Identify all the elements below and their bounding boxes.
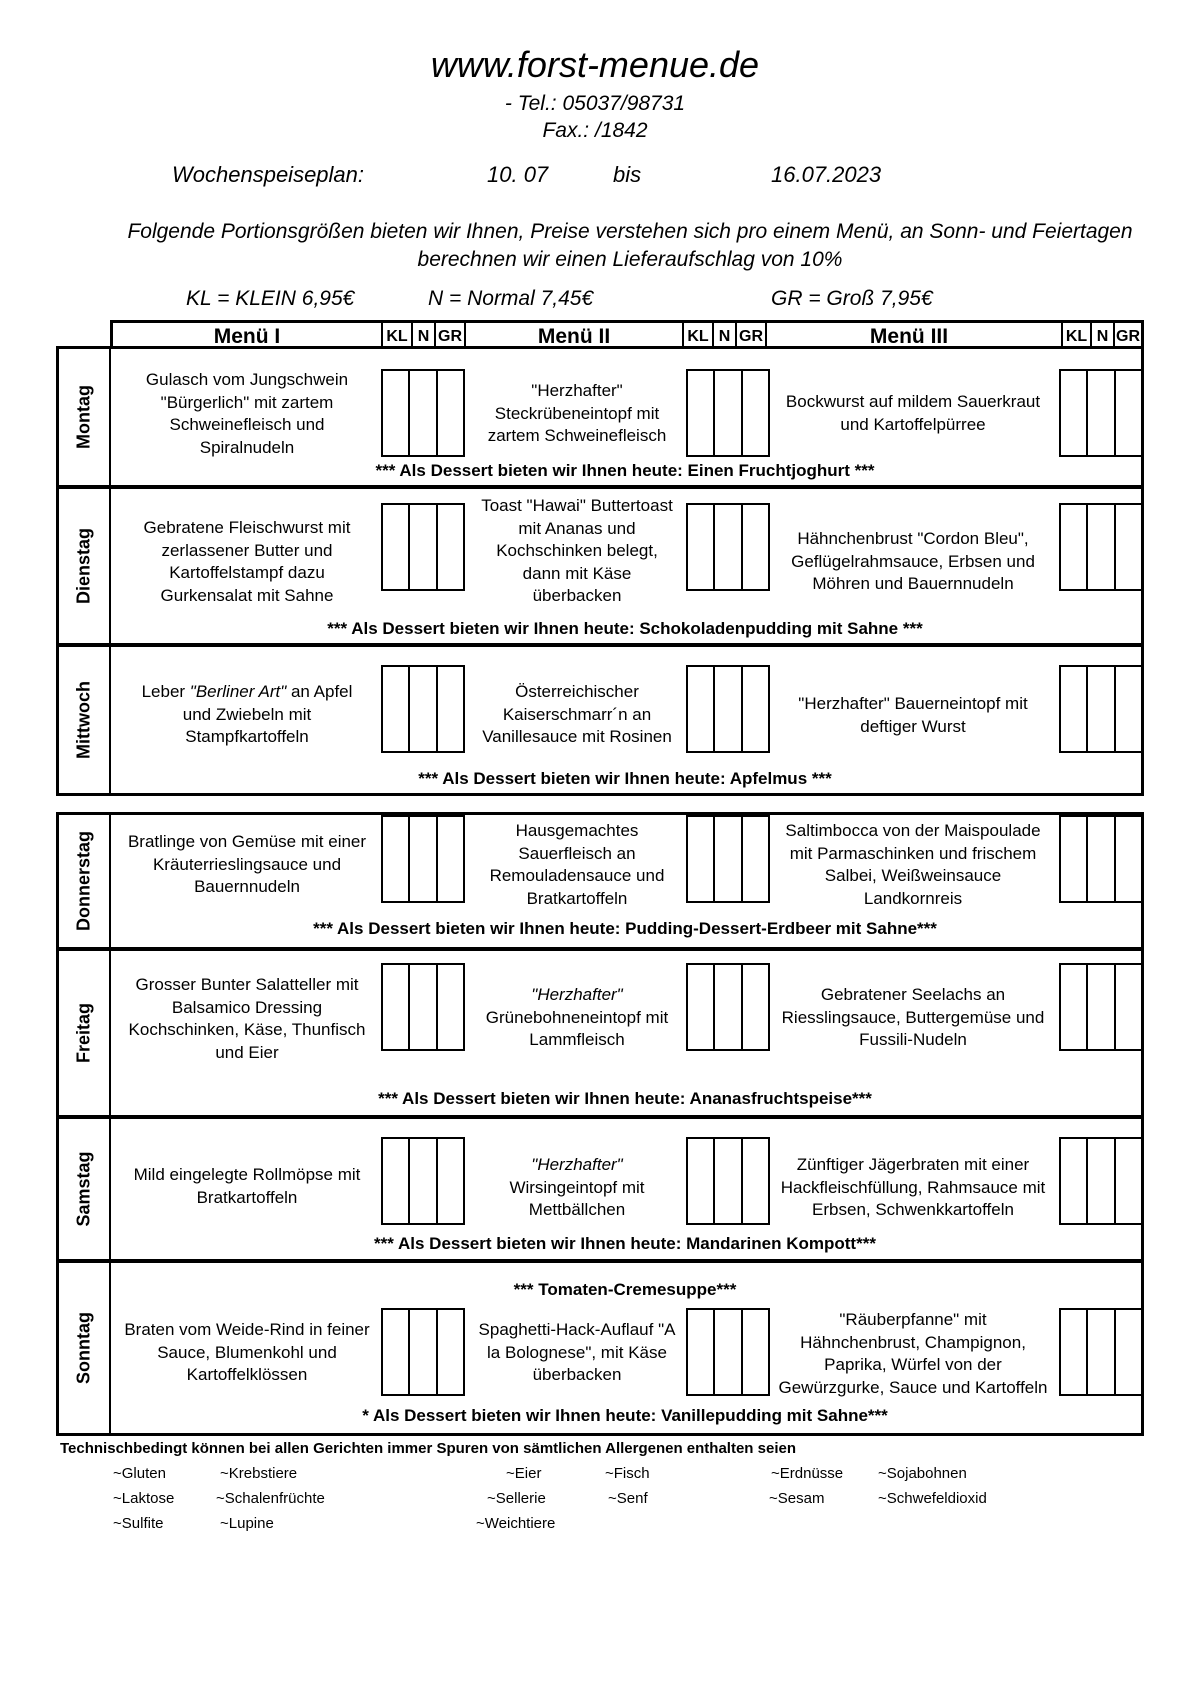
menu1-kl-header: KL xyxy=(381,323,411,348)
menu3-order-boxes[interactable] xyxy=(1059,369,1143,457)
menu2-dish: Toast "Hawai" Buttertoast mit Ananas und Kochschinken belegt, dann mit Käse überbacken xyxy=(481,496,673,605)
menu1-order-boxes[interactable] xyxy=(381,369,465,457)
menu3-n-header: N xyxy=(1090,323,1113,348)
allergen-item: ~Laktose xyxy=(113,1490,175,1507)
dessert-text: * Als Dessert bieten wir Ihnen heute: Vanillepudding mit Sahne*** xyxy=(362,1406,888,1425)
menu1-order-boxes[interactable] xyxy=(381,503,465,591)
day-label: Freitag xyxy=(59,951,111,1115)
menu1-order-boxes[interactable] xyxy=(381,1137,465,1225)
day-row-dienstag xyxy=(56,486,1144,646)
allergen-item: ~Lupine xyxy=(220,1515,274,1532)
menu3-header: Menü III xyxy=(765,323,1051,348)
menu1-dish: Gulasch vom Jungschwein "Bürgerlich" mit zartem Schweinefleisch und Spiralnudeln xyxy=(145,370,349,457)
dessert-text: *** Als Dessert bieten wir Ihnen heute: Schokoladenpudding mit Sahne *** xyxy=(327,619,923,638)
menu3-order-boxes[interactable] xyxy=(1059,665,1143,753)
menu2-dish: Österreichischer Kaiserschmarr´n an Vanillesauce mit Rosinen xyxy=(482,682,672,746)
day-row-freitag xyxy=(56,948,1144,1118)
menu2-order-boxes[interactable] xyxy=(686,665,770,753)
menu2-dish: "Herzhafter" Grünebohneneintopf mit Lammfleisch xyxy=(485,985,669,1049)
menu2-order-boxes[interactable] xyxy=(686,503,770,591)
dessert-text: *** Als Dessert bieten wir Ihnen heute: Pudding-Dessert-Erdbeer mit Sahne*** xyxy=(313,919,937,938)
day-row-samstag xyxy=(56,1116,1144,1262)
dessert-text: *** Als Dessert bieten wir Ihnen heute: Apfelmus *** xyxy=(418,769,832,788)
dessert-text: *** Als Dessert bieten wir Ihnen heute: Ananasfruchtspeise*** xyxy=(378,1089,872,1108)
day-label: Sonntag xyxy=(59,1263,111,1433)
phone-number: - Tel.: 05037/98731 xyxy=(504,92,686,115)
menu2-order-boxes[interactable] xyxy=(686,1308,770,1396)
menu2-dish: Hausgemachtes Sauerfleisch an Remouladensauce und Bratkartoffeln xyxy=(489,821,665,908)
menu2-order-boxes[interactable] xyxy=(686,815,770,903)
menu1-dish: Gebratene Fleischwurst mit zerlassener Butter und Kartoffelstampf dazu Gurkensalat mit Sahne xyxy=(143,518,351,605)
menu2-order-boxes[interactable] xyxy=(686,369,770,457)
day-label: Mittwoch xyxy=(59,647,111,793)
menu2-dish: "Herzhafter" Steckrübeneintopf mit zartem Schweinefleisch xyxy=(487,381,667,445)
plan-bis: bis xyxy=(613,162,642,187)
menu2-dish: Spaghetti-Hack-Auflauf "A la Bolognese", mit Käse überbacken xyxy=(478,1320,676,1384)
menu3-dish: Zünftiger Jägerbraten mit einer Hackfleischfüllung, Rahmsauce mit Erbsen, Schwenkkartoffeln xyxy=(780,1155,1046,1219)
menu1-dish: Bratlinge von Gemüse mit einer Kräuterrieslingsauce und Bauernnudeln xyxy=(127,832,367,896)
menu3-order-boxes[interactable] xyxy=(1059,1137,1143,1225)
website-title: www.forst-menue.de xyxy=(430,44,760,85)
menu3-dish: "Herzhafter" Bauerneintopf mit deftiger Wurst xyxy=(798,694,1028,736)
allergen-item: ~Krebstiere xyxy=(220,1465,298,1482)
day-row-montag xyxy=(56,346,1144,488)
fax-number: Fax.: /1842 xyxy=(542,119,648,142)
day-label: Samstag xyxy=(59,1119,111,1259)
menu1-dish: Mild eingelegte Rollmöpse mit Bratkartoffeln xyxy=(133,1165,361,1207)
size-gross: GR = Groß 7,95€ xyxy=(771,287,933,310)
menu3-order-boxes[interactable] xyxy=(1059,503,1143,591)
menu1-order-boxes[interactable] xyxy=(381,815,465,903)
day-label: Donnerstag xyxy=(59,815,111,947)
menu1-order-boxes[interactable] xyxy=(381,665,465,753)
menu3-order-boxes[interactable] xyxy=(1059,815,1143,903)
menu2-kl-header: KL xyxy=(682,323,712,348)
allergen-item: ~Schalenfrüchte xyxy=(216,1490,325,1507)
menu3-dish: Saltimbocca von der Maispoulade mit Parmaschinken und frischem Salbei, Weißweinsauce Landkornreis xyxy=(785,821,1041,908)
allergen-item: ~Senf xyxy=(608,1490,648,1507)
menu1-order-boxes[interactable] xyxy=(381,963,465,1051)
plan-label: Wochenspeiseplan: xyxy=(172,162,365,187)
menu2-order-boxes[interactable] xyxy=(686,963,770,1051)
allergen-item: ~Erdnüsse xyxy=(771,1465,844,1482)
plan-to-date: 16.07.2023 xyxy=(771,162,882,187)
allergen-note: Technischbedingt können bei allen Gerichten immer Spuren von sämtlichen Allergenen enthalten seien xyxy=(60,1440,796,1457)
allergen-item: ~Sojabohnen xyxy=(878,1465,967,1482)
menu3-kl-header: KL xyxy=(1061,323,1090,348)
day-row-mittwoch xyxy=(56,644,1144,796)
menu3-dish: Gebratener Seelachs an Riesslingsauce, Buttergemüse und Fussili-Nudeln xyxy=(781,985,1045,1049)
allergen-item: ~Schwefeldioxid xyxy=(878,1490,987,1507)
menu2-gr-header: GR xyxy=(735,323,765,348)
allergen-item: ~Weichtiere xyxy=(476,1515,556,1532)
allergen-item: ~Sellerie xyxy=(487,1490,546,1507)
day-label: Montag xyxy=(59,349,111,485)
menu3-dish: "Räuberpfanne" mit Hähnchenbrust, Champignon, Paprika, Würfel von der Gewürzgurke, Sauce und Kartoffeln xyxy=(778,1310,1048,1397)
menu1-dish: Grosser Bunter Salatteller mit Balsamico Dressing Kochschinken, Käse, Thunfisch und Eier xyxy=(128,975,366,1062)
intro-text: Folgende Portionsgrößen bieten wir Ihnen, Preise verstehen sich pro einem Menü, an Sonn- und Feiertagen berechnen wir einen Lieferaufschlag von 10% xyxy=(127,220,1133,271)
menu1-n-header: N xyxy=(411,323,434,348)
allergen-item: ~Sulfite xyxy=(113,1515,164,1532)
menu2-dish: "Herzhafter" Wirsingeintopf mit Mettbällchen xyxy=(509,1155,645,1219)
menu1-header: Menü I xyxy=(213,325,281,348)
menu3-dish: Bockwurst auf mildem Sauerkraut und Kartoffelpürree xyxy=(785,392,1041,434)
menu2-n-header: N xyxy=(712,323,735,348)
menu1-order-boxes[interactable] xyxy=(381,1308,465,1396)
dessert-text: *** Als Dessert bieten wir Ihnen heute: Mandarinen Kompott*** xyxy=(374,1234,876,1253)
menu2-header: Menü II xyxy=(464,323,682,348)
dessert-text: *** Als Dessert bieten wir Ihnen heute: Einen Fruchtjoghurt *** xyxy=(375,461,875,480)
menu3-order-boxes[interactable] xyxy=(1059,1308,1143,1396)
soup-text: *** Tomaten-Cremesuppe*** xyxy=(513,1280,737,1299)
menu2-order-boxes[interactable] xyxy=(686,1137,770,1225)
menu1-dish: Leber "Berliner Art" an Apfel und Zwiebeln mit Stampfkartoffeln xyxy=(141,682,353,746)
plan-from-date: 10. 07 xyxy=(487,162,549,187)
size-klein: KL = KLEIN 6,95€ xyxy=(186,287,355,310)
menu3-order-boxes[interactable] xyxy=(1059,963,1143,1051)
menu3-gr-header: GR xyxy=(1113,323,1141,348)
allergen-item: ~Fisch xyxy=(605,1465,650,1482)
day-row-sonntag xyxy=(56,1260,1144,1436)
menu3-dish: Hähnchenbrust "Cordon Bleu", Geflügelrahmsauce, Erbsen und Möhren und Bauernnudeln xyxy=(791,529,1035,593)
day-row-donnerstag xyxy=(56,812,1144,950)
menu-column-header xyxy=(110,320,1144,348)
menu1-dish: Braten vom Weide-Rind in feiner Sauce, Blumenkohl und Kartoffelklössen xyxy=(124,1320,370,1384)
menu1-gr-header: GR xyxy=(434,323,464,348)
day-label: Dienstag xyxy=(59,489,111,643)
size-normal: N = Normal 7,45€ xyxy=(428,287,594,310)
allergen-item: ~Eier xyxy=(506,1465,542,1482)
allergen-item: ~Gluten xyxy=(113,1465,166,1482)
allergen-item: ~Sesam xyxy=(769,1490,825,1507)
